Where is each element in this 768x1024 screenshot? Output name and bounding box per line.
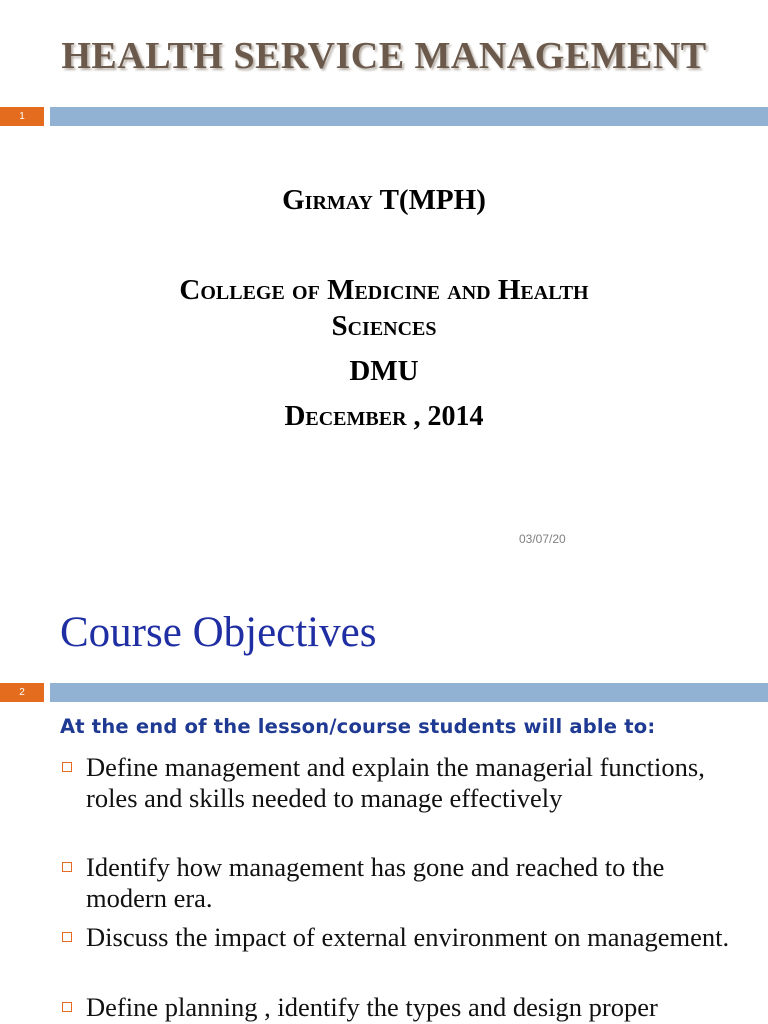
slide-1-accent-bar	[50, 107, 768, 126]
slide-2-number: 2	[0, 683, 44, 702]
slide-1-title: HEALTH SERVICE MANAGEMENT	[61, 35, 707, 77]
footer-date: 03/07/20	[519, 532, 566, 546]
slide-2	[0, 588, 768, 1024]
presentation-date	[0, 400, 768, 433]
slide-1-number: 1	[0, 107, 44, 126]
list-item-text: Define planning , identify the types and design proper	[86, 992, 658, 1022]
date-month: December	[284, 400, 407, 432]
list-item-text: Identify how management has gone and reached to the modern era.	[86, 852, 665, 913]
square-bullet-icon	[62, 862, 72, 872]
institution-name: DMU	[349, 355, 419, 387]
square-bullet-icon	[62, 762, 72, 772]
slide-2-accent-bar	[50, 683, 768, 702]
author-name: Girmay T	[282, 184, 399, 216]
list-item-text: Define management and explain the managerial functions, roles and skills needed to manage effectively	[86, 752, 705, 813]
author-degree: (MPH)	[398, 184, 486, 216]
square-bullet-icon	[62, 932, 72, 942]
square-bullet-icon	[62, 1002, 72, 1012]
author-line	[0, 184, 768, 217]
list-item-text: Discuss the impact of external environment on management.	[86, 922, 730, 952]
slide-2-title: Course Objectives	[60, 609, 377, 656]
college-line-1: College of Medicine and Health	[179, 274, 589, 306]
date-year: , 2014	[406, 401, 484, 432]
objectives-subheading: At the end of the lesson/course students will able to:	[60, 715, 656, 738]
college-line-2: Sciences	[331, 310, 437, 342]
